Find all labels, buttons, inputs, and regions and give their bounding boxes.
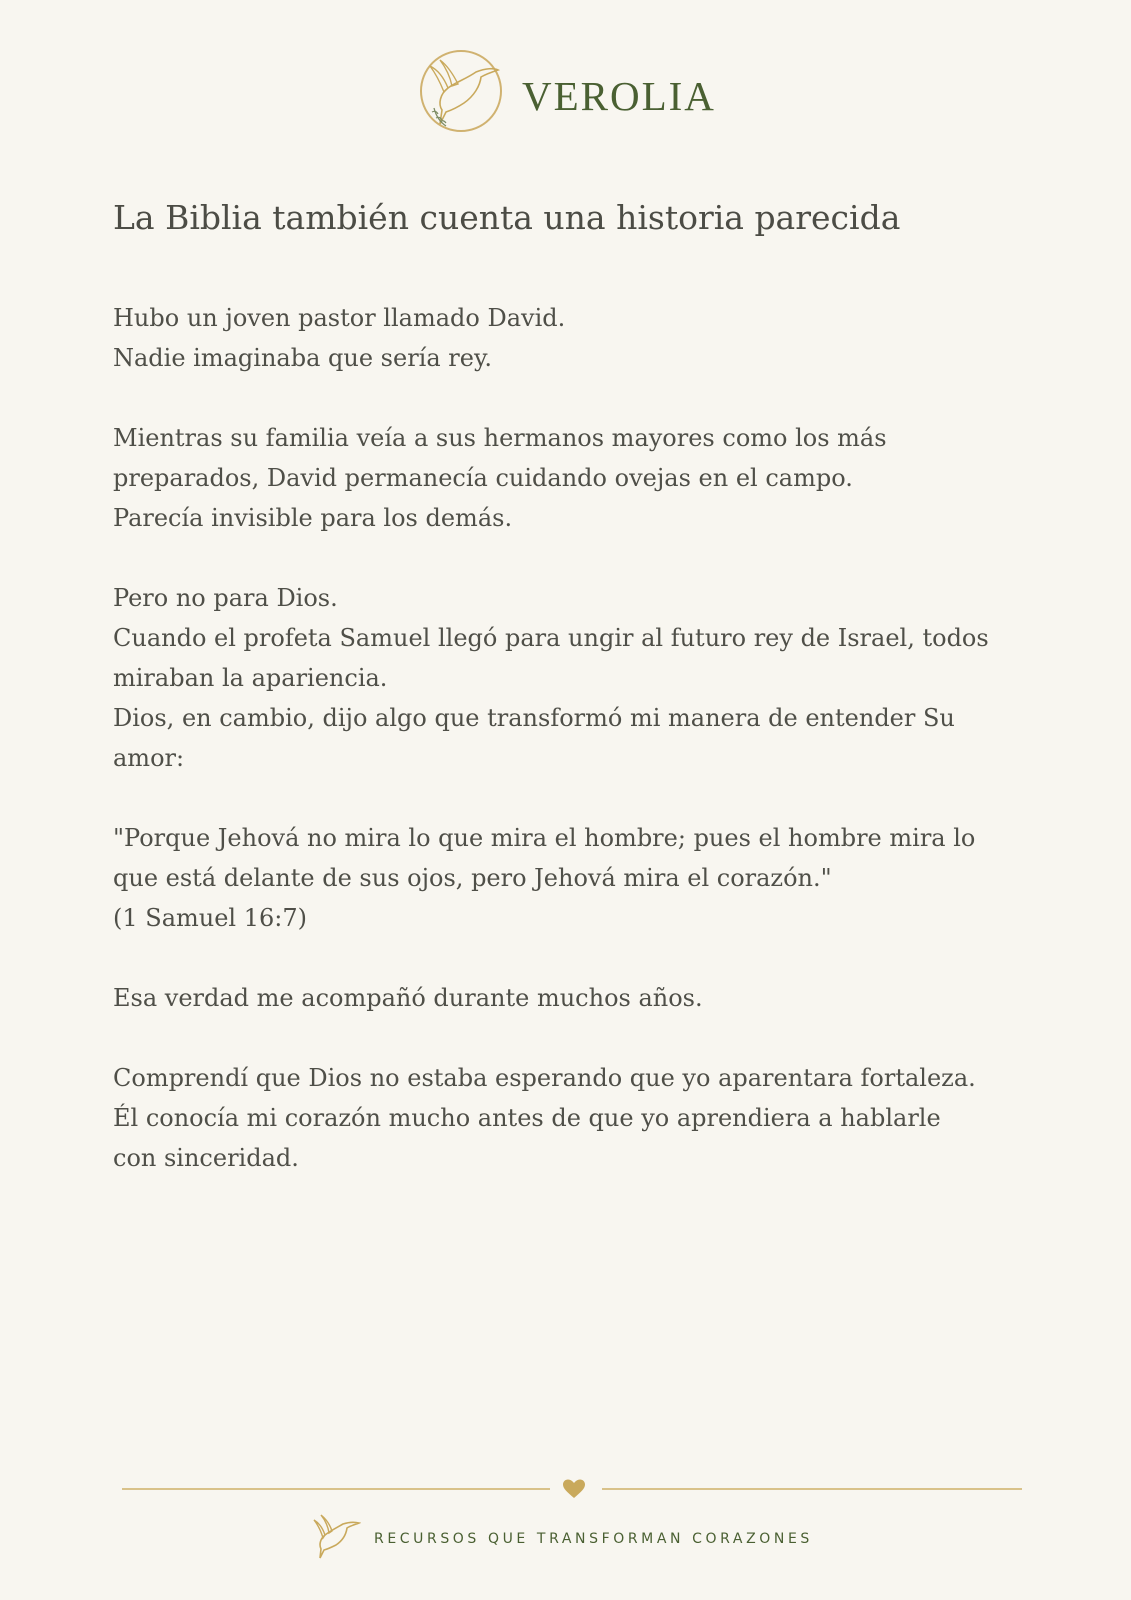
paragraph bbox=[113, 978, 1033, 1018]
footer-tagline: RECURSOS QUE TRANSFORMAN CORAZONES bbox=[374, 1531, 813, 1547]
text-line: Esa verdad me acompañó durante muchos años. bbox=[113, 984, 703, 1012]
paragraph bbox=[113, 298, 1033, 378]
text-line: preparados, David permanecía cuidando ovejas en el campo. bbox=[113, 464, 853, 492]
text-line: Mientras su familia veía a sus hermanos mayores como los más bbox=[113, 424, 887, 452]
text-line: Nadie imaginaba que sería rey. bbox=[113, 344, 492, 372]
divider-line-left bbox=[122, 1488, 550, 1490]
text-line: Pero no para Dios. bbox=[113, 584, 338, 612]
text-line: que está delante de sus ojos, pero Jehová mira el corazón." bbox=[113, 864, 832, 892]
footer-divider bbox=[120, 1474, 1024, 1504]
paragraph bbox=[113, 418, 1033, 538]
text-line: Cuando el profeta Samuel llegó para ungir al futuro rey de Israel, todos bbox=[113, 624, 989, 652]
text-line: Él conocía mi corazón mucho antes de que yo aprendiera a hablarle bbox=[113, 1104, 941, 1132]
text-line: Hubo un joven pastor llamado David. bbox=[113, 304, 566, 332]
text-line: miraban la apariencia. bbox=[113, 664, 388, 692]
quote-reference: (1 Samuel 16:7) bbox=[113, 904, 307, 932]
paragraph bbox=[113, 1058, 1033, 1178]
page-header bbox=[0, 44, 1131, 140]
text-line: "Porque Jehová no mira lo que mira el hombre; pues el hombre mira lo bbox=[113, 824, 976, 852]
brand-name: VEROLIA bbox=[522, 73, 716, 119]
bible-quote bbox=[113, 818, 1033, 938]
hummingbird-logo-icon bbox=[418, 46, 504, 136]
text-line: Dios, en cambio, dijo algo que transformó mi manera de entender Su bbox=[113, 704, 955, 732]
text-line: amor: bbox=[113, 744, 185, 772]
body-text bbox=[113, 298, 1033, 1218]
page-title: La Biblia también cuenta una historia parecida bbox=[113, 198, 901, 237]
hummingbird-icon bbox=[313, 1510, 361, 1560]
divider-line-right bbox=[602, 1488, 1022, 1490]
text-line: Parecía invisible para los demás. bbox=[113, 504, 513, 532]
text-line: con sinceridad. bbox=[113, 1144, 299, 1172]
paragraph bbox=[113, 578, 1033, 778]
text-line: Comprendí que Dios no estaba esperando que yo aparentara fortaleza. bbox=[113, 1064, 976, 1092]
heart-icon bbox=[562, 1477, 586, 1501]
